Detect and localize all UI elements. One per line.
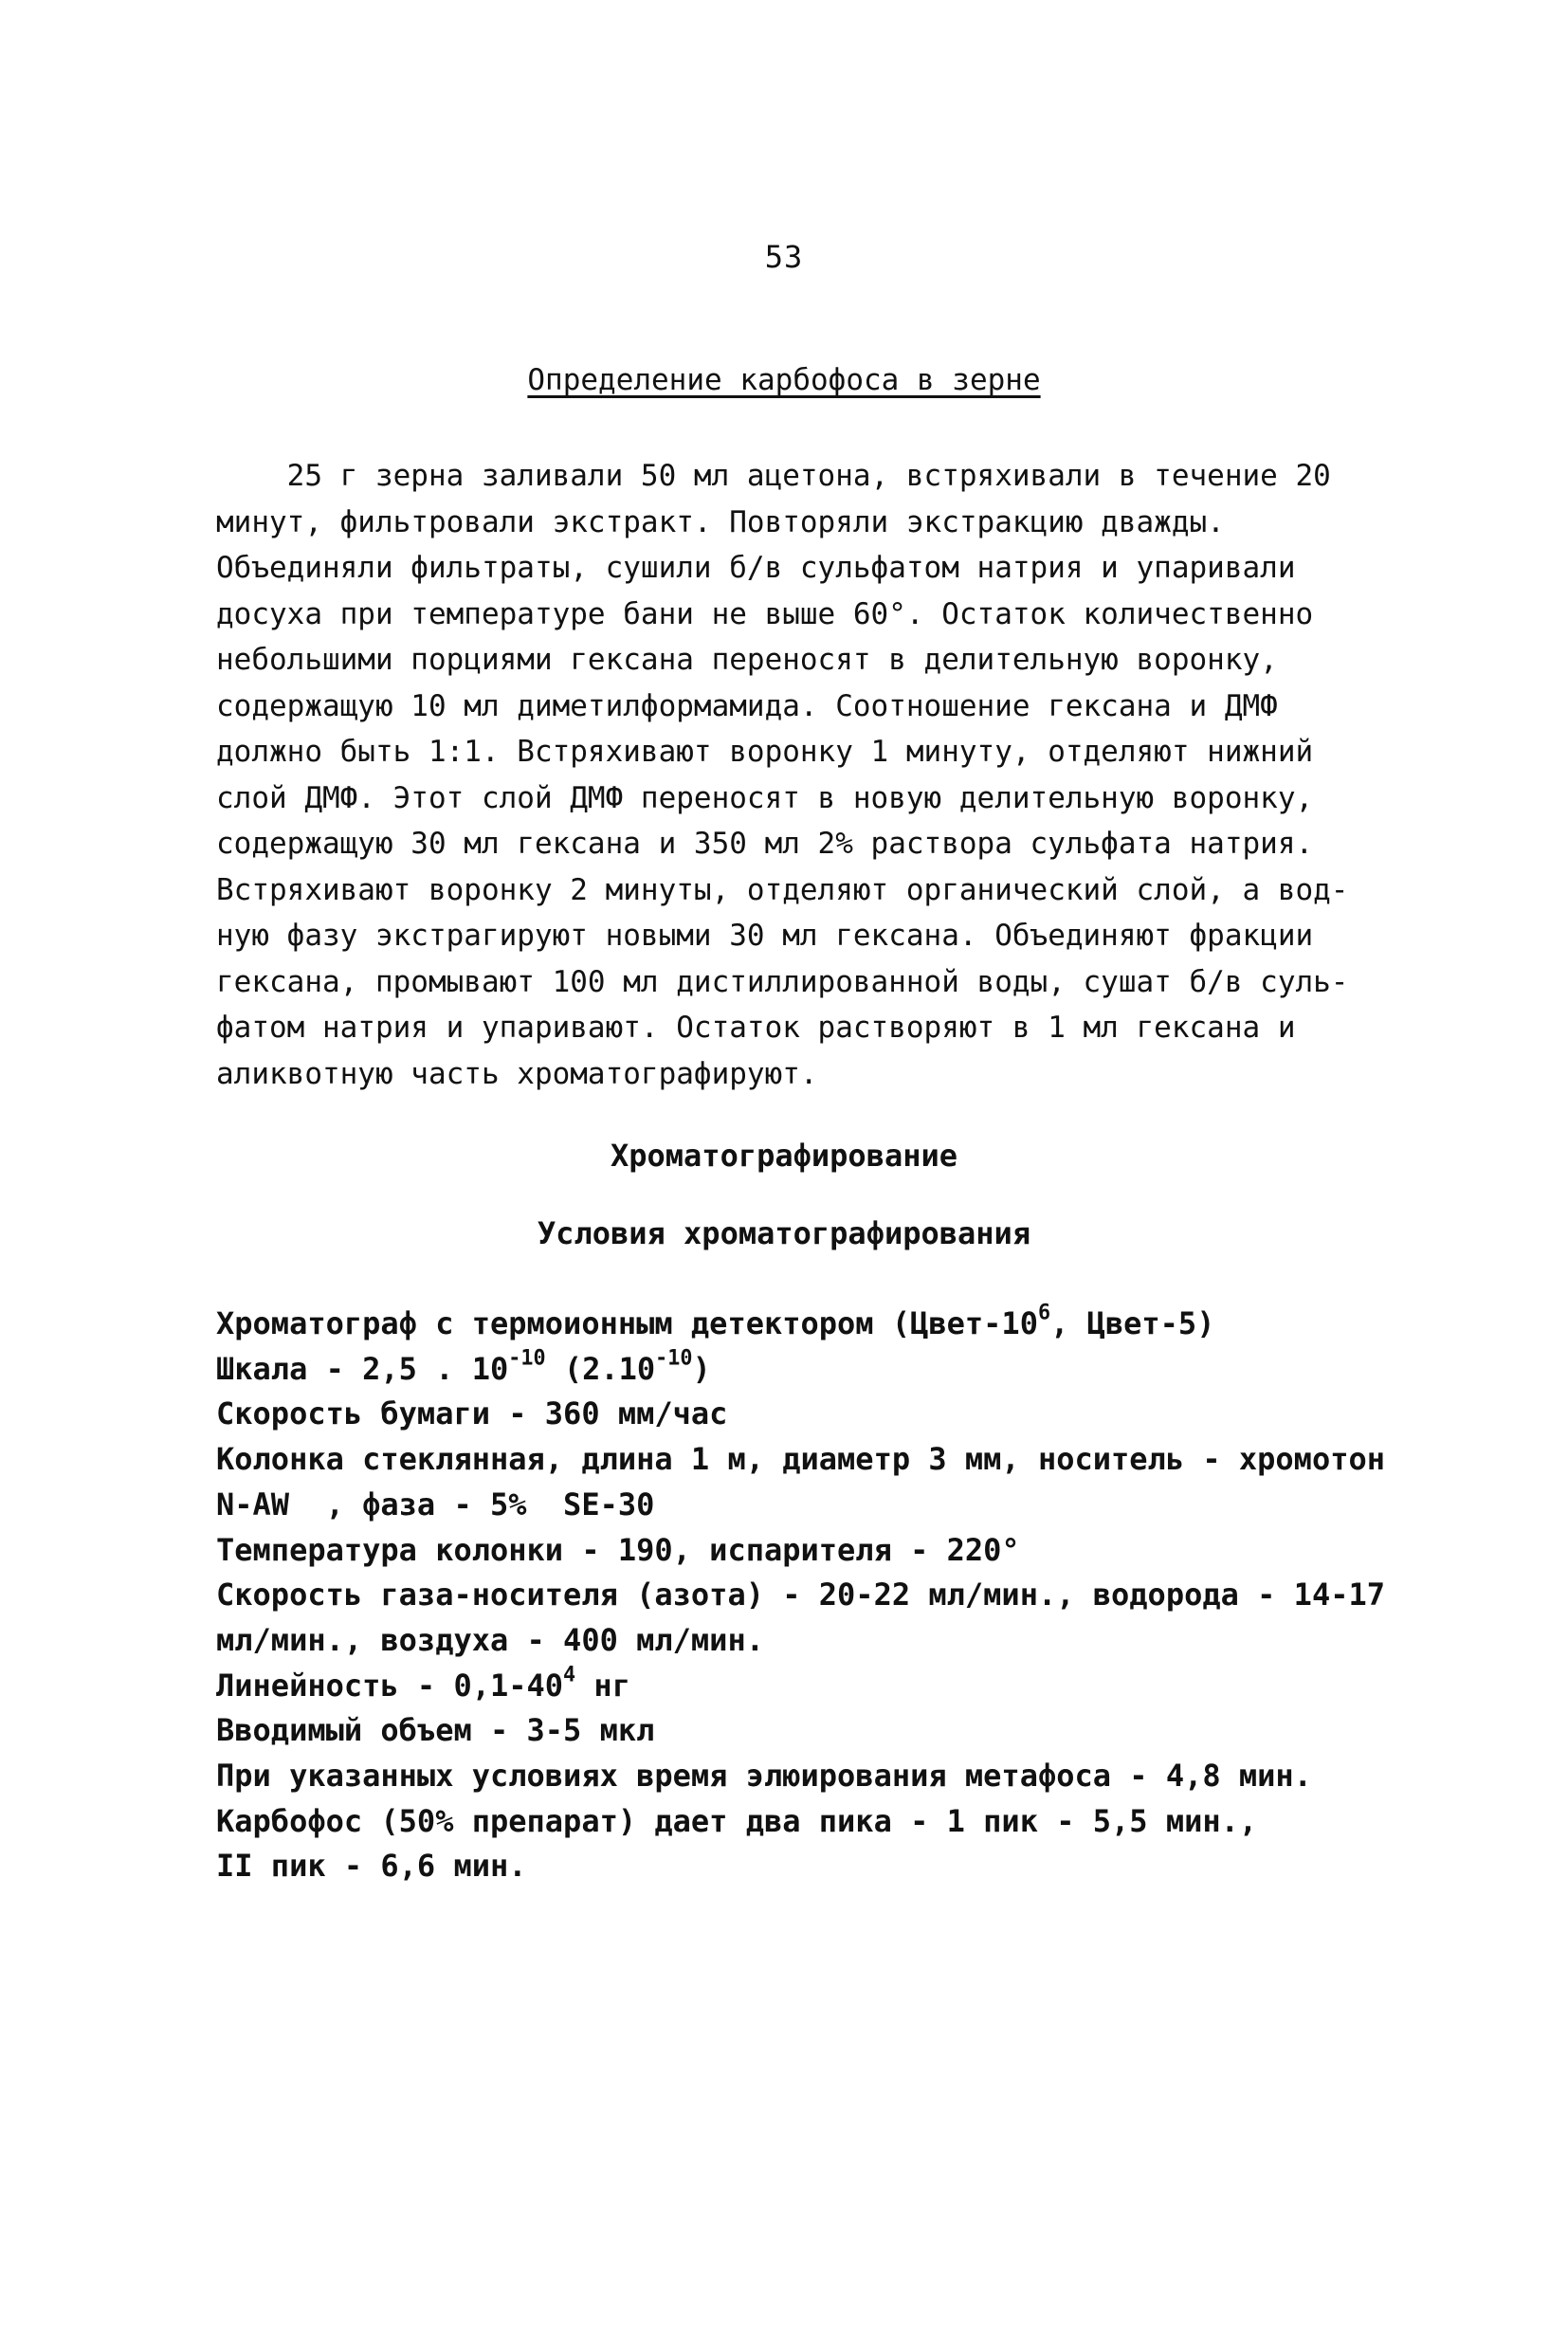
paragraph-line: небольшими порциями гексана переносят в делительную воронку, xyxy=(216,643,1278,677)
chromatography-heading: Хроматографирование xyxy=(610,1138,958,1174)
paragraph-line: Встряхивают воронку 2 минуты, отделяют органический слой, а вод- xyxy=(216,872,1349,907)
column-line: Колонка стеклянная, длина 1 м, диаметр 3 мм, носитель - хромотон xyxy=(216,1441,1385,1478)
carrier-phase-line: N-AW , фаза - 5% SE-30 xyxy=(216,1486,655,1522)
injection-volume-line: Вводимый объем - 3-5 мкл xyxy=(216,1712,655,1749)
page-number: 53 xyxy=(764,239,804,275)
paragraph-line: должно быть 1:1. Встряхивают воронку 1 минуту, отделяют нижний xyxy=(216,735,1314,769)
linearity-line: Линейность - $0,1-40^4$ нг xyxy=(216,1662,630,1704)
gas-speed-line: Скорость газа-носителя (азота) - 20-22 мл/мин., водорода - 14-17 xyxy=(216,1577,1385,1614)
scale-line: Шкала - 2,5 . $10^{-10}$ $(2.10^{-10})$ xyxy=(216,1346,711,1387)
paragraph-line: ную фазу экстрагируют новыми 30 мл гексана. Объединяют фракции xyxy=(216,919,1314,953)
elution-time-line: При указанных условиях время элюирования метафоса - 4,8 мин. xyxy=(216,1758,1312,1795)
paragraph-line: досуха при температуре бани не выше 60°. Остаток количественно xyxy=(216,596,1314,631)
paragraph-line: фатом натрия и упаривают. Остаток растворяют в 1 мл гексана и xyxy=(216,1011,1296,1045)
superscript: 4 xyxy=(563,1662,576,1687)
paragraph-line: 25 г зерна заливали 50 мл ацетона, встряхивали в течение 20 xyxy=(216,459,1331,493)
paragraph-line: гексана, промывают 100 мл дистиллированной воды, сушат б/в суль- xyxy=(216,964,1349,999)
paragraph-line: содержащую 30 мл гексана и 350 мл 2% раствора сульфата натрия. xyxy=(216,827,1314,861)
superscript: -10 xyxy=(508,1346,546,1371)
superscript: -10 xyxy=(655,1346,693,1371)
method-paragraph xyxy=(216,453,1411,1097)
conditions-heading: Условия хроматографирования xyxy=(537,1215,1031,1251)
temperature-line: Температура колонки - 190, испарителя - 220° xyxy=(216,1531,1020,1568)
second-peak-line: II пик - 6,6 мин. xyxy=(216,1848,527,1885)
superscript: 6 xyxy=(1037,1301,1051,1325)
conditions-list xyxy=(216,1302,1420,1889)
gas-speed-continued-line: мл/мин., воздуха - 400 мл/мин. xyxy=(216,1621,764,1658)
section-title: Определение карбофоса в зерне xyxy=(527,363,1041,397)
paragraph-line: слой ДМФ. Этот слой ДМФ переносят в новую делительную воронку, xyxy=(216,780,1314,815)
paragraph-line: содержащую 10 мл диметилформамида. Соотношение гексана и ДМФ xyxy=(216,688,1278,723)
paragraph-line: аликвотную часть хроматографируют. xyxy=(216,1056,818,1091)
paragraph-line: Объединяли фильтраты, сушили б/в сульфатом натрия и упаривали xyxy=(216,551,1296,585)
detector-line: Хроматограф с термоионным детектором ($Цвет-10^6$, Цвет-5) xyxy=(216,1301,1215,1341)
karbofos-peaks-line: Карбофос (50% препарат) дает два пика - 1 пик - 5,5 мин., xyxy=(216,1802,1258,1839)
paper-speed-line: Скорость бумаги - 360 мм/час xyxy=(216,1395,728,1432)
paragraph-line: минут, фильтровали экстракт. Повторяли экстракцию дважды. xyxy=(216,504,1225,539)
